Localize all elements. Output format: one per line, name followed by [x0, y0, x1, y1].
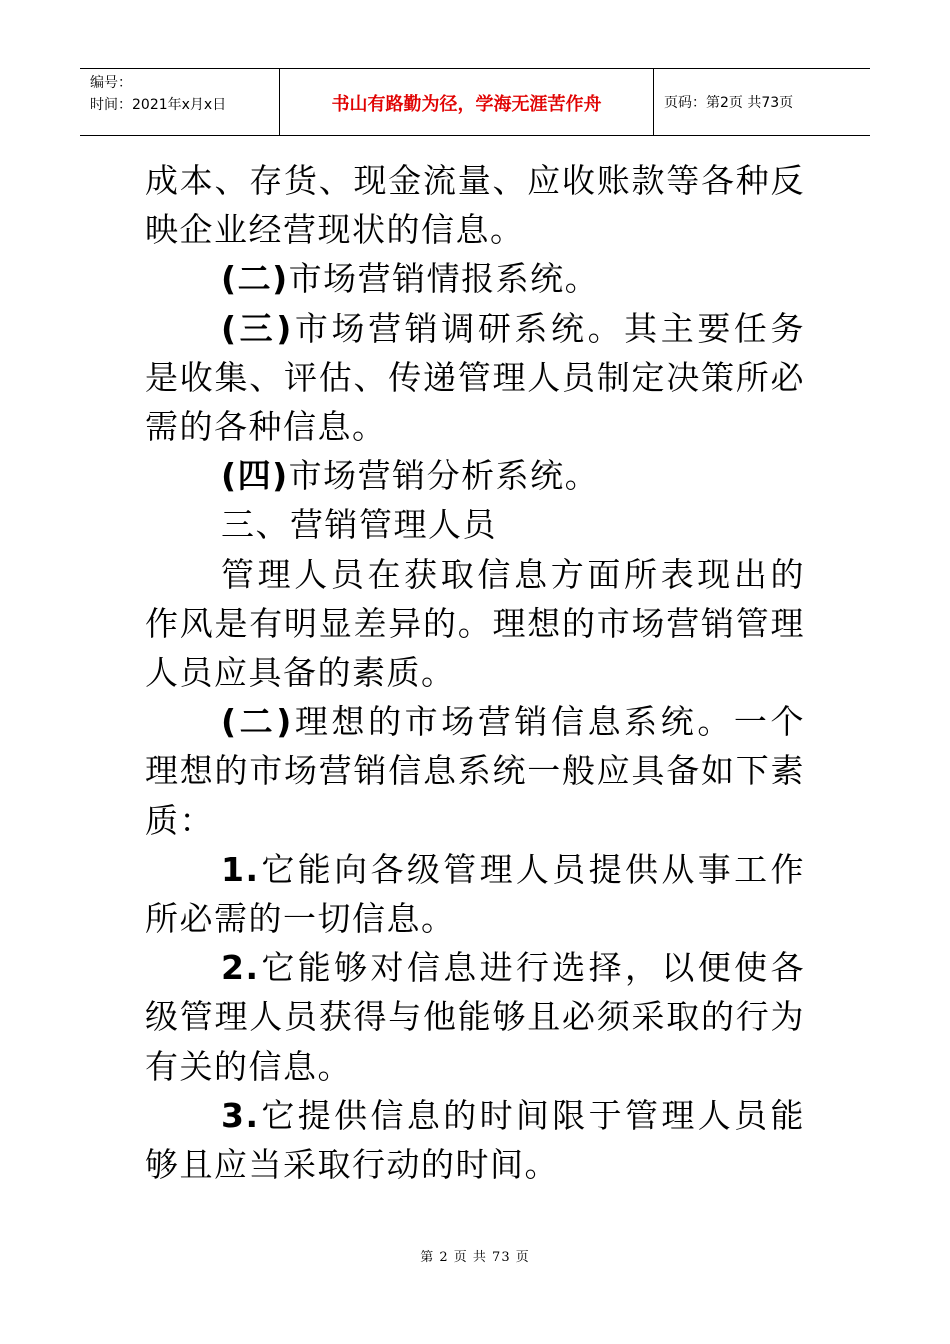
list-marker: (四): [221, 456, 289, 496]
paragraph: [145, 304, 805, 452]
header-meta: [80, 69, 280, 135]
page-header: [80, 68, 870, 136]
paragraph: [145, 697, 805, 845]
paragraph-text: 它能向各级管理人员提供从事工作所必需的一切信息。: [145, 849, 805, 939]
paragraph: [145, 156, 805, 254]
header-motto: 书山有路勤为径，学海无涯苦作舟: [280, 69, 654, 135]
section-heading: [145, 500, 805, 549]
body-text: [145, 156, 805, 1189]
paragraph-text: 市场营销分析系统。: [288, 456, 600, 496]
header-number-label: 编号：: [90, 75, 132, 91]
paragraph-text: 它提供信息的时间限于管理人员能够且应当采取行动的时间。: [145, 1095, 805, 1185]
list-marker: (二): [221, 702, 293, 742]
paragraph: [145, 943, 805, 1091]
list-marker: (二): [221, 259, 289, 299]
paragraph-text: 管理人员在获取信息方面所表现出的作风是有明显差异的。理想的市场营销管理人员应具备的素质。: [145, 554, 805, 693]
paragraph-text: 市场营销情报系统。: [288, 259, 600, 299]
header-page-info: 页码：第2页 共73页: [664, 95, 794, 111]
paragraph-text: 成本、存货、现金流量、应收账款等各种反映企业经营现状的信息。: [145, 161, 805, 250]
list-marker: 2.: [221, 948, 260, 988]
paragraph-text: 它能够对信息进行选择，以便使各级管理人员获得与他能够且必须采取的行为有关的信息。: [145, 948, 805, 1086]
paragraph: [145, 451, 805, 500]
paragraph: [145, 845, 805, 943]
paragraph: [145, 550, 805, 698]
page-footer: 第 2 页 共 73 页: [420, 1250, 530, 1265]
header-time-label: 时间：2021年x月x日: [90, 97, 227, 113]
list-marker: (三): [221, 308, 293, 348]
list-marker: 1.: [221, 849, 260, 889]
paragraph: [145, 1091, 805, 1189]
paragraph: [145, 254, 805, 303]
paragraph-text: 三、营销管理人员: [221, 505, 497, 545]
list-marker: 3.: [221, 1095, 260, 1135]
paragraph-text: 市场营销调研系统。其主要任务是收集、评估、传递管理人员制定决策所必需的各种信息。: [145, 308, 806, 447]
paragraph-text: 理想的市场营销信息系统。一个理想的市场营销信息系统一般应具备如下素质：: [145, 702, 806, 840]
